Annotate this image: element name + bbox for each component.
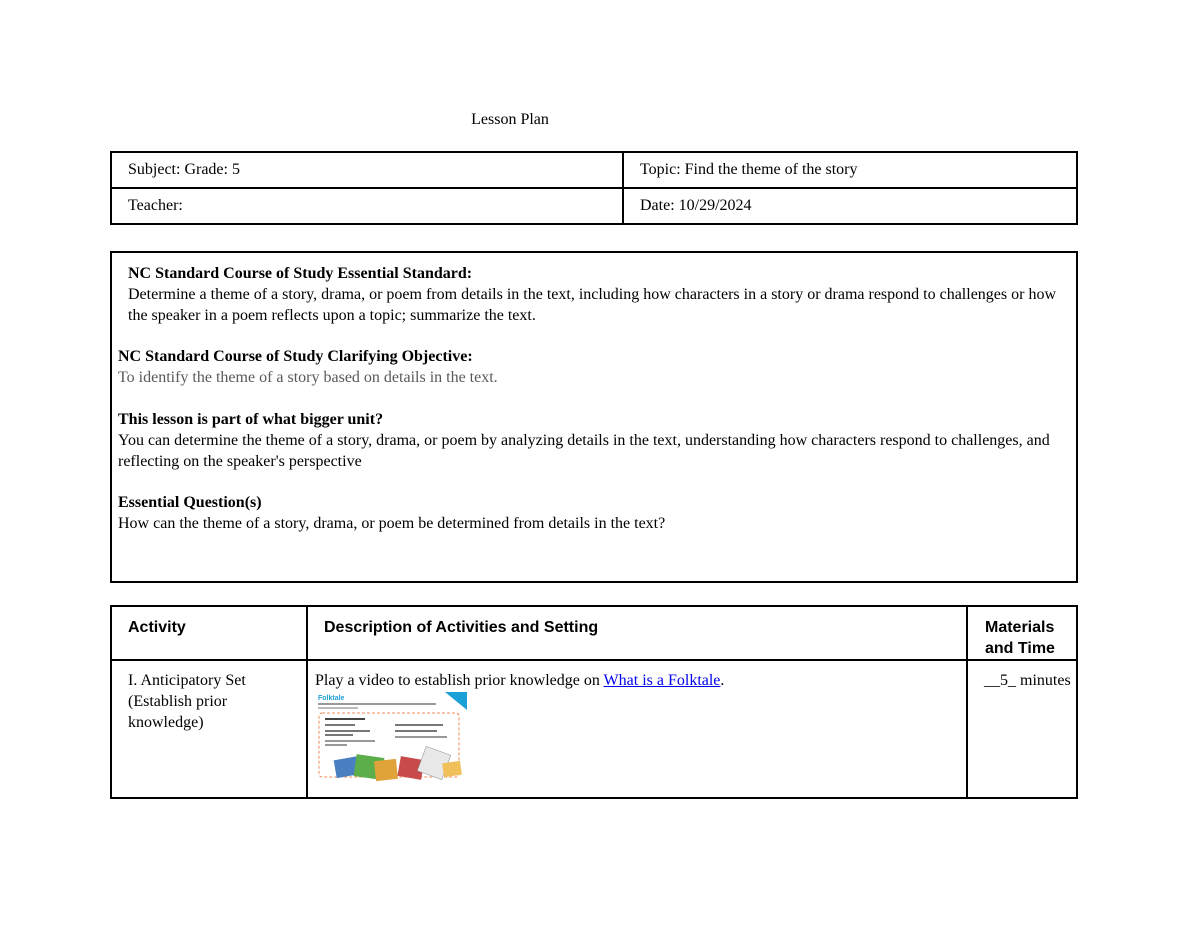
page-title: Lesson Plan xyxy=(471,111,549,128)
table-row xyxy=(111,660,1077,798)
materials-header: Materials and Time xyxy=(967,606,1077,660)
essential-question-heading: Essential Question(s) xyxy=(118,494,262,511)
thumbnail-heading: Folktale xyxy=(318,695,345,702)
bigger-unit-text: You can determine the theme of a story, drama, or poem by analyzing details in the text, understanding how characters respond to challenges, and reflecting on the speaker's perspective xyxy=(118,432,1050,470)
activity-header-row xyxy=(111,606,1077,660)
info-row xyxy=(111,188,1077,224)
clarifying-objective-heading: NC Standard Course of Study Clarifying Objective: xyxy=(118,348,473,365)
bigger-unit-heading: This lesson is part of what bigger unit? xyxy=(118,411,384,428)
description-suffix: . xyxy=(720,672,725,689)
essential-standard-heading: NC Standard Course of Study Essential Standard: xyxy=(128,265,473,282)
activity-header: Activity xyxy=(111,606,307,660)
clarifying-objective-section xyxy=(118,346,1068,388)
teacher-cell: Teacher: xyxy=(111,188,623,224)
lesson-info-table xyxy=(110,151,1078,225)
essential-question-text: How can the theme of a story, drama, or poem be determined from details in the text? xyxy=(118,515,666,532)
essential-standard-text: Determine a theme of a story, drama, or poem from details in the text, including how characters in a story or drama respond to challenges or how the speaker in a poem reflects upon a topic; summarize the text. xyxy=(128,286,1056,324)
essential-question-section xyxy=(118,492,1068,534)
date-cell: Date: 10/29/2024 xyxy=(623,188,1077,224)
clarifying-objective-text: To identify the theme of a story based on details in the text. xyxy=(118,369,498,386)
activity-cell: I. Anticipatory Set (Establish prior knowledge) xyxy=(111,660,307,798)
folktale-video-link[interactable]: What is a Folktale xyxy=(603,672,721,689)
description-cell xyxy=(307,660,967,798)
info-row xyxy=(111,152,1077,188)
folktale-thumbnail-image xyxy=(315,692,467,788)
bigger-unit-section xyxy=(118,409,1068,472)
materials-cell: __5_ minutes xyxy=(967,660,1077,798)
standards-box xyxy=(110,251,1078,583)
essential-standard-section xyxy=(128,263,1068,326)
activity-table xyxy=(110,605,1078,799)
topic-cell: Topic: Find the theme of the story xyxy=(623,152,1077,188)
description-text: Play a video to establish prior knowledge on xyxy=(315,672,604,689)
description-header: Description of Activities and Setting xyxy=(307,606,967,660)
subject-cell: Subject: Grade: 5 xyxy=(111,152,623,188)
